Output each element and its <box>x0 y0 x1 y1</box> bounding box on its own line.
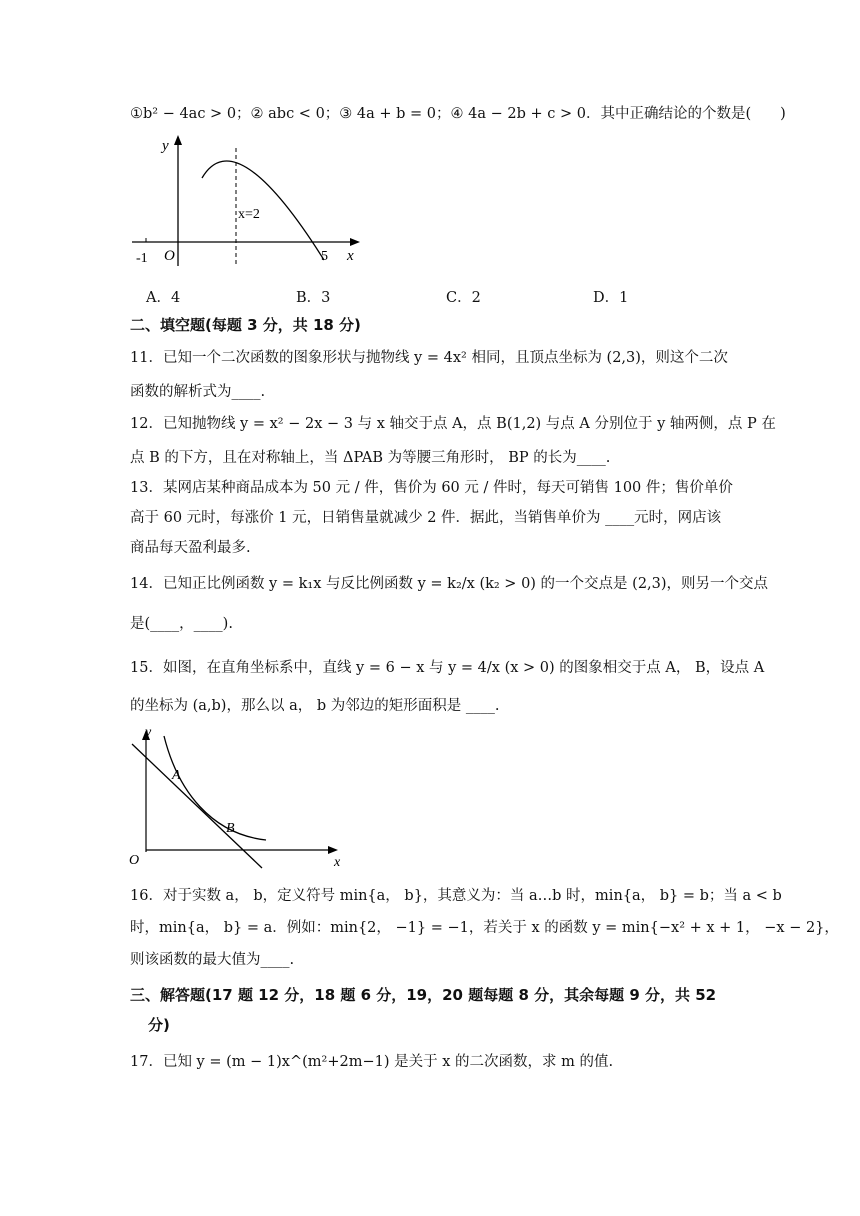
graph2-origin-label: O <box>129 853 140 868</box>
hyperbola-line-graph <box>126 722 346 870</box>
question-16-line-3: 则该函数的最大值为____. <box>130 952 295 968</box>
question-14-line-2: 是(____，____). <box>130 616 233 632</box>
graph1-x-label: x <box>347 248 354 264</box>
graph2-point-b-label: B <box>226 821 235 836</box>
option-c[interactable]: C．2 <box>446 290 481 306</box>
question-13-line-3: 商品每天盈利最多. <box>130 540 251 556</box>
option-a[interactable]: A．4 <box>146 290 181 306</box>
graph1-axis-label: x=2 <box>238 207 260 222</box>
option-d[interactable]: D．1 <box>593 290 629 306</box>
question-17: 17．已知 y = (m − 1)x^(m²+2m−1) 是关于 x 的二次函数，求 m 的值. <box>130 1054 614 1070</box>
question-11-line-1: 11．已知一个二次函数的图象形状与抛物线 y = 4x² 相同，且顶点坐标为 (2,3)，则这个二次 <box>130 350 728 366</box>
question-16-line-1: 16．对于实数 a， b，定义符号 min{a， b}，其意义为：当 a…b 时，min{a， b} = b；当 a < b <box>130 888 782 904</box>
graph2-y-label: y <box>145 725 152 740</box>
question-15-line-2: 的坐标为 (a,b)，那么以 a， b 为邻边的矩形面积是 ____. <box>130 698 500 714</box>
question-11-line-2: 函数的解析式为____. <box>130 384 266 400</box>
graph1-five-label: 5 <box>321 249 328 264</box>
question-10-conditions: ①b² − 4ac > 0；② abc < 0；③ 4a + b = 0；④ 4a − 2b + c > 0．其中正确结论的个数是( ) <box>130 106 786 122</box>
option-b[interactable]: B．3 <box>296 290 331 306</box>
graph1-y-label: y <box>162 138 169 154</box>
parabola-graph <box>128 130 368 270</box>
graph1-origin-label: O <box>164 248 175 264</box>
section-3-heading-line-1: 三、解答题(17 题 12 分，18 题 6 分，19，20 题每题 8 分，其余每题 9 分，共 52 <box>130 986 717 1004</box>
graph2-x-label: x <box>334 855 341 870</box>
question-15-line-1: 15．如图，在直角坐标系中，直线 y = 6 − x 与 y = 4/x (x > 0) 的图象相交于点 A， B，设点 A <box>130 660 765 676</box>
section-3-heading-line-2: 分) <box>148 1016 170 1034</box>
question-16-line-2: 时，min{a， b} = a．例如：min{2， −1} = −1，若关于 x 的函数 y = min{−x² + x + 1， −x − 2}， <box>130 920 839 936</box>
question-13-line-1: 13．某网店某种商品成本为 50 元 / 件，售价为 60 元 / 件时，每天可销售 100 件；售价单价 <box>130 480 733 496</box>
question-13-line-2: 高于 60 元时，每涨价 1 元，日销售量就减少 2 件．据此，当销售单价为 ____元时，网店该 <box>130 510 722 526</box>
question-12-line-2: 点 B 的下方，且在对称轴上，当 ΔPAB 为等腰三角形时， BP 的长为____. <box>130 450 611 466</box>
graph2-point-a-label: A <box>172 768 181 783</box>
question-14-line-1: 14．已知正比例函数 y = k₁x 与反比例函数 y = k₂/x (k₂ > 0) 的一个交点是 (2,3)，则另一个交点 <box>130 576 769 592</box>
section-2-heading: 二、填空题(每题 3 分，共 18 分) <box>130 316 361 334</box>
graph1-neg1-label: -1 <box>136 251 148 266</box>
question-12-line-1: 12．已知抛物线 y = x² − 2x − 3 与 x 轴交于点 A，点 B(1,2) 与点 A 分别位于 y 轴两侧，点 P 在 <box>130 416 776 432</box>
